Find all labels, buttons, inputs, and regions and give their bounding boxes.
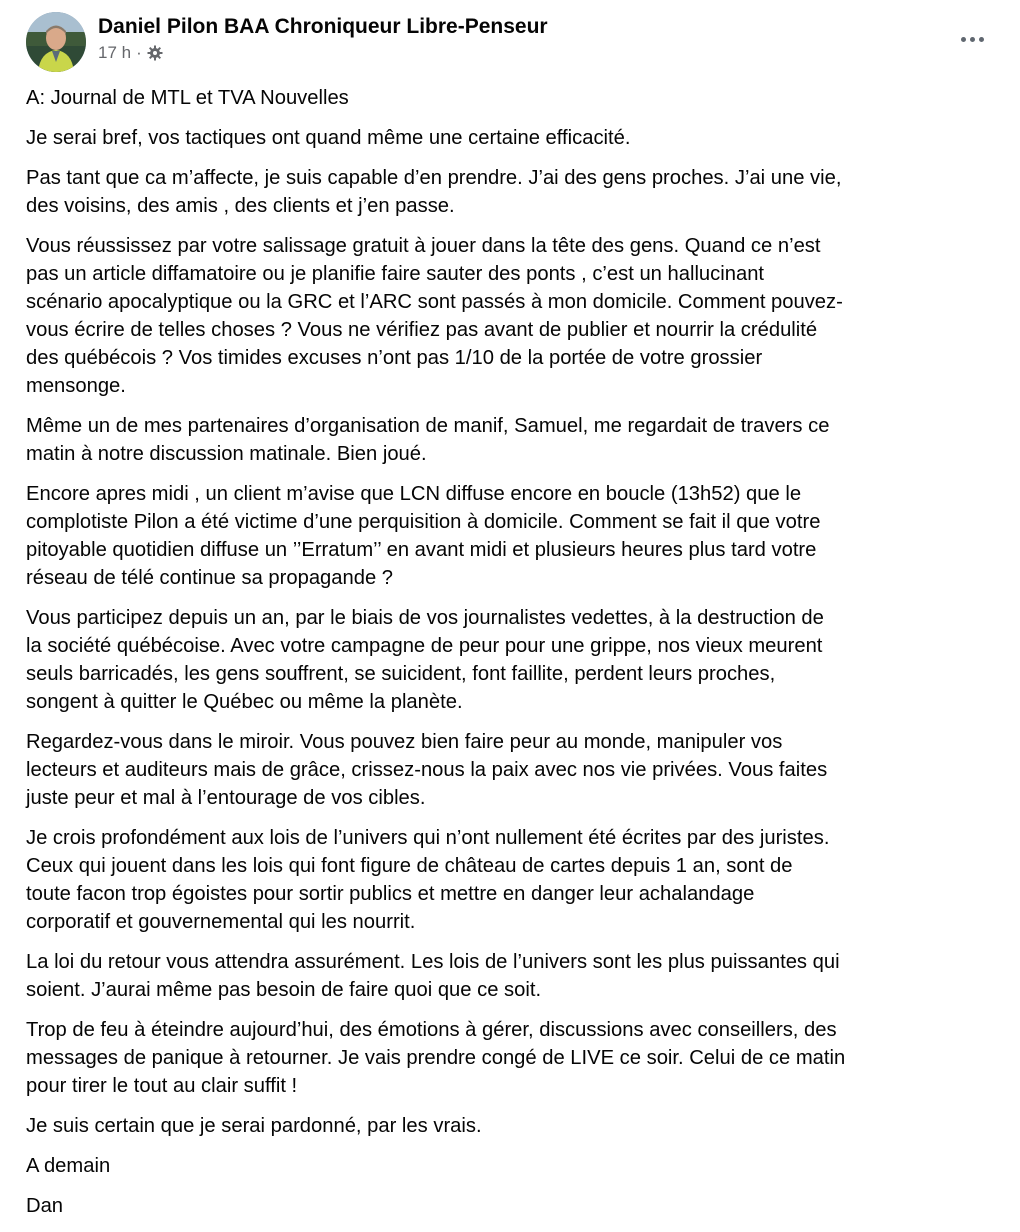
post-paragraph: Je suis certain que je serai pardonné, par les vrais. <box>26 1115 482 1137</box>
post-body <box>26 84 998 1232</box>
meta-separator: · <box>136 43 142 62</box>
post-paragraph: Regardez-vous dans le miroir. Vous pouvez bien faire peur au monde, manipuler vos lecteurs et auditeurs mais de grâce, crissez-nous la paix avec nos vie privées. Vous faites juste peur et mal à l’entourage de vos cibles. <box>26 731 828 809</box>
author-name[interactable]: Daniel Pilon BAA Chroniqueur Libre-Penseur <box>98 15 548 38</box>
post-paragraph: Vous réussissez par votre salissage gratuit à jouer dans la tête des gens. Quand ce n’est pas un article diffamatoire ou je planifie faire sauter des ponts , c’est un hallucinant scénario apocalyptique ou la GRC et l’ARC sont passés à mon domicile. Comment pouvez- vous écrire de telles choses ? Vous ne vérifiez pas avant de publier et nourrir la crédulité des québécois ? Vos timides excuses n’ont pas 1/10 de la portée de votre grossier mensonge. <box>26 235 843 397</box>
more-options-icon[interactable] <box>952 24 992 54</box>
post-paragraph: Pas tant que ca m’affecte, je suis capable d’en prendre. J’ai des gens proches. J’ai une vie, des voisins, des amis , des clients et j’en passe. <box>26 167 842 217</box>
post-paragraph: Vous participez depuis un an, par le biais de vos journalistes vedettes, à la destruction de la société québécoise. Avec votre campagne de peur pour une grippe, nos vieux meurent seuls barricadés, les gens souffrent, se suicident, font faillite, perdent leurs proches, songent à quitter le Québec ou même la planète. <box>26 607 824 713</box>
post-paragraph: Dan <box>26 1195 64 1217</box>
avatar-photo <box>26 12 86 72</box>
post-paragraph: A: Journal de MTL et TVA Nouvelles <box>26 87 349 109</box>
post-header <box>26 12 994 74</box>
post-paragraph: A demain <box>26 1155 111 1177</box>
gear-icon[interactable] <box>147 45 163 61</box>
post-paragraph: Trop de feu à éteindre aujourd’hui, des émotions à gérer, discussions avec conseillers, des messages de panique à retourner. Je vais prendre congé de LIVE ce soir. Celui de ce matin pour tirer le tout au clair suffit ! <box>26 1019 846 1097</box>
post-paragraph: Je serai bref, vos tactiques ont quand même une certaine efficacité. <box>26 127 631 149</box>
post-paragraph: Je crois profondément aux lois de l’univers qui n’ont nullement été écrites par des juristes. Ceux qui jouent dans les lois qui font figure de château de cartes depuis 1 an, sont de toute facon trop égoistes pour sortir publics et mettre en danger leur achalandage corporatif et gouvernemental qui les nourrit. <box>26 827 830 933</box>
post-meta <box>98 43 163 63</box>
post-paragraph: Même un de mes partenaires d’organisation de manif, Samuel, me regardait de travers ce matin à notre discussion matinale. Bien joué. <box>26 415 830 465</box>
post-paragraph: La loi du retour vous attendra assurément. Les lois de l’univers sont les plus puissantes qui soient. J’aurai même pas besoin de faire quoi que ce soit. <box>26 951 840 1001</box>
post-paragraph: Encore apres midi , un client m’avise que LCN diffuse encore en boucle (13h52) que le complotiste Pilon a été victime d’une perquisition à domicile. Comment se fait il que votre pitoyable quotidien diffuse un ’’Erratum’’ en avant midi et plusieurs heures plus tard votre réseau de télé continue sa propagande ? <box>26 483 821 589</box>
post-time[interactable]: 17 h <box>98 43 132 62</box>
avatar[interactable] <box>26 12 86 72</box>
